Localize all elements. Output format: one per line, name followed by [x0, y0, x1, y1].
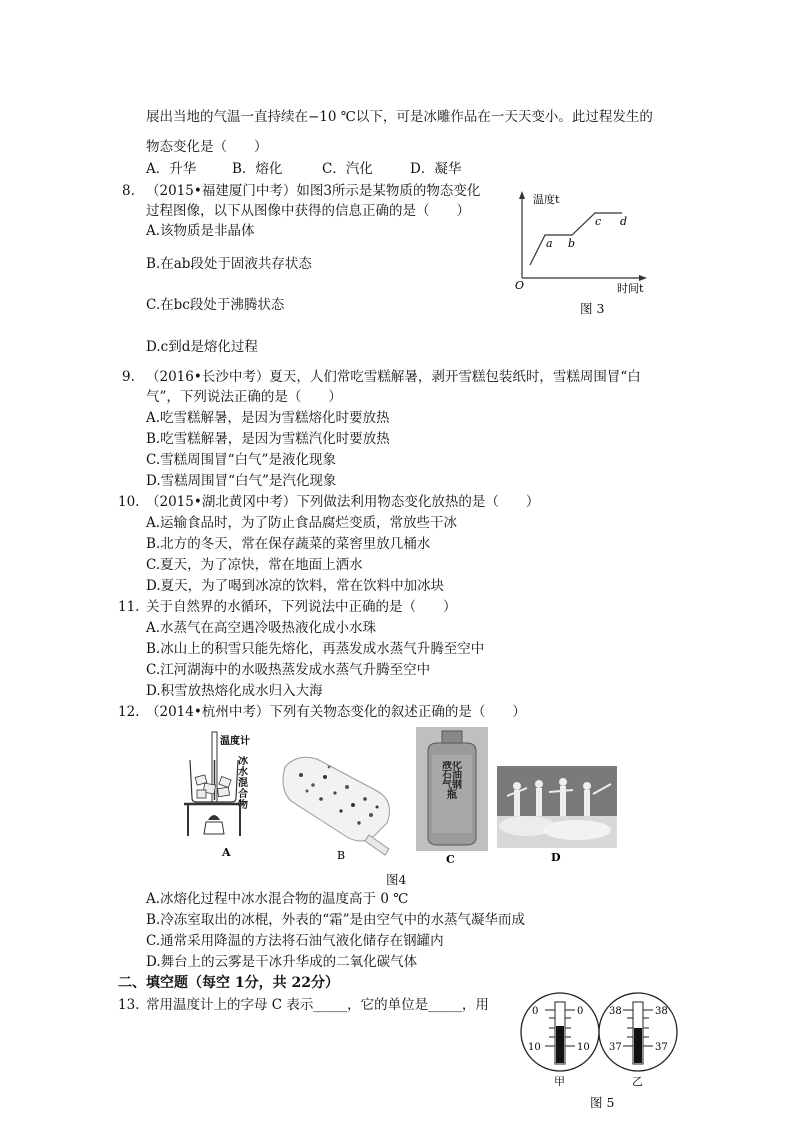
tank-text: 液化石油气钢瓶 [442, 761, 462, 801]
figure-4-caption: 图4 [386, 872, 407, 887]
section-2-title: 二、填空题（每空 1分，共 22分） [118, 975, 339, 991]
figure-4d-label: D [551, 851, 561, 864]
q7-option-b: B．熔化 [232, 161, 283, 177]
q7-text-line2: 物态变化是（ ） [146, 139, 268, 155]
graph-point-c: c [595, 215, 602, 228]
q10-option-b: B.北方的冬天，常在保存蔬菜的菜窖里放几桶水 [146, 536, 431, 552]
figure-5-caption: 图 5 [590, 1095, 615, 1110]
graph-y-label: 温度t [533, 193, 560, 206]
q13-number: 13. [118, 997, 140, 1013]
right-thermo-name: 乙 [632, 1075, 643, 1088]
q9-number: 9. [122, 369, 135, 385]
q12-number: 12. [118, 704, 140, 720]
q10-text-line1: （2015•湖北黄冈中考）下列做法利用物态变化放热的是（ ） [146, 494, 540, 510]
q11-text-line1: 关于自然界的水循环，下列说法中正确的是（ ） [146, 599, 457, 615]
figure-3-graph [505, 185, 655, 297]
q9-option-c: C.雪糕周围冒“白气”是液化现象 [146, 452, 336, 468]
figure-4c-label: C [446, 853, 455, 865]
q7-option-d: D．凝华 [410, 161, 462, 177]
q12-option-c: C.通常采用降温的方法将石油气液化储存在钢罐内 [146, 933, 444, 949]
q10-number: 10. [118, 494, 140, 510]
q7-option-a: A．升华 [146, 161, 197, 177]
q9-option-a: A.吃雪糕解暑，是因为雪糕熔化时要放热 [146, 410, 390, 426]
figure-4d-stage [497, 766, 619, 864]
left-thermo-bottom-right: 10 [577, 1042, 590, 1053]
left-thermo-name: 甲 [554, 1075, 565, 1088]
q12-text-line1: （2014•杭州中考）下列有关物态变化的叙述正确的是（ ） [146, 704, 526, 720]
graph-point-b: b [568, 237, 576, 250]
q9-option-b: B.吃雪糕解暑，是因为雪糕汽化时要放热 [146, 431, 390, 447]
graph-point-a: a [546, 237, 553, 250]
q8-number: 8. [122, 183, 135, 199]
figure-4a-label: A [222, 846, 231, 859]
right-thermo-bottom-left: 37 [609, 1042, 622, 1053]
right-thermo-bottom-right: 37 [655, 1042, 668, 1053]
right-thermo-top-right: 38 [655, 1006, 668, 1017]
q13-text-line1: 常用温度计上的字母 C 表示_____，它的单位是_____，用 [146, 997, 489, 1013]
thermometer-label: 温度计 [220, 736, 250, 747]
q8-option-d: D.c到d是熔化过程 [146, 339, 258, 355]
q8-option-c: C.在bc段处于沸腾状态 [146, 297, 285, 313]
q9-text-line1: （2016•长沙中考）夏天，人们常吃雪糕解暑，剥开雪糕包装纸时，雪糕周围冒“白 [146, 369, 641, 385]
figure-4c-gas-tank [416, 727, 488, 865]
q11-option-d: D.积雪放热熔化成水归入大海 [146, 683, 323, 699]
q7-option-c: C．汽化 [322, 161, 373, 177]
left-thermo-top-right: 0 [577, 1006, 584, 1017]
q8-option-a: A.该物质是非晶体 [146, 223, 255, 239]
graph-point-d: d [620, 215, 628, 228]
q7-options [146, 160, 461, 178]
q10-option-d: D.夏天，为了喝到冰凉的饮料，常在饮料中加冰块 [146, 578, 445, 594]
q11-number: 11. [118, 599, 140, 615]
q12-option-d: D.舞台上的云雾是干冰升华成的二氧化碳气体 [146, 954, 418, 970]
q12-option-b: B.冷冻室取出的冰棍，外表的“霜”是由空气中的水蒸气凝华而成 [146, 912, 526, 928]
figure-5-thermometers [518, 988, 678, 1090]
q9-text-line2: 气”，下列说法正确的是（ ） [146, 389, 342, 405]
q11-option-b: B.冰山上的积雪只能先熔化，再蒸发成水蒸气升腾至空中 [146, 641, 485, 657]
figure-4a-apparatus [178, 730, 264, 860]
q11-option-c: C.江河湖海中的水吸热蒸发成水蒸气升腾至空中 [146, 662, 431, 678]
q8-text-line2: 过程图像，以下从图像中获得的信息正确的是（ ） [146, 203, 470, 219]
graph-origin: O [515, 279, 525, 292]
q7-text-line1: 展出当地的气温一直持续在−10 ℃以下，可是冰雕作品在一天天变小。此过程发生的 [146, 109, 653, 125]
left-thermo-bottom-left: 10 [528, 1042, 541, 1053]
q10-option-c: C.夏天，为了凉快，常在地面上洒水 [146, 557, 363, 573]
mixture-label: 冰水混合物 [238, 756, 248, 811]
figure-4b-ice-pop [277, 745, 405, 863]
q8-text-line1: （2015•福建厦门中考）如图3所示是某物质的物态变化 [146, 183, 481, 199]
q12-option-a: A.冰熔化过程中冰水混合物的温度高于 0 ℃ [146, 891, 409, 907]
figure-3-caption: 图 3 [580, 301, 605, 316]
q8-option-b: B.在ab段处于固液共存状态 [146, 256, 312, 272]
left-thermo-top-left: 0 [532, 1006, 539, 1017]
right-thermo-top-left: 38 [609, 1006, 622, 1017]
q10-option-a: A.运输食品时，为了防止食品腐烂变质，常放些干冰 [146, 515, 458, 531]
figure-4b-label: B [337, 849, 346, 862]
q11-option-a: A.水蒸气在高空遇冷吸热液化成小水珠 [146, 620, 377, 636]
q9-option-d: D.雪糕周围冒“白气”是汽化现象 [146, 473, 337, 489]
graph-x-label: 时间t [617, 282, 644, 295]
